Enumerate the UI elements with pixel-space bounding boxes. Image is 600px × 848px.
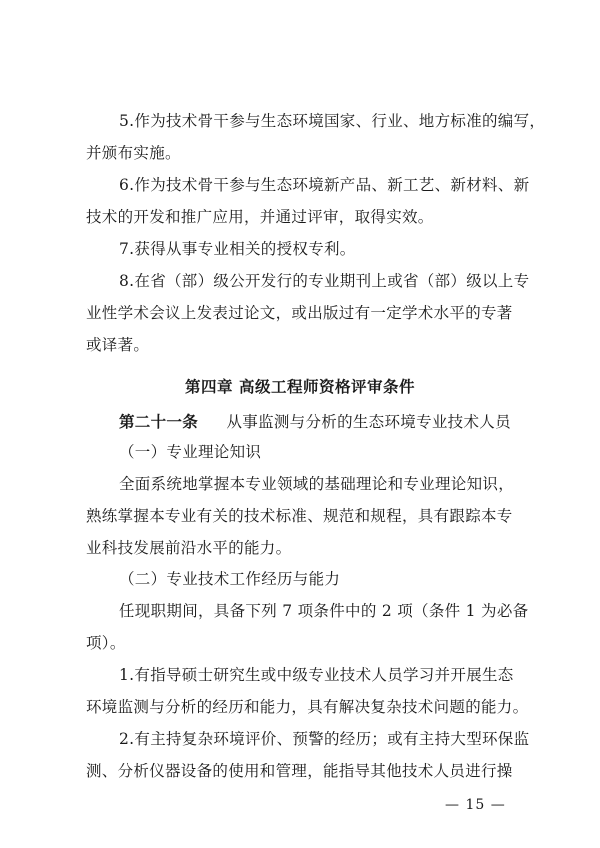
section-2-intro-line-1: 任现职期间，具备下列 7 项条件中的 2 项（条件 1 为必备 bbox=[119, 602, 529, 620]
section-2-heading: （二）专业技术工作经历与能力 bbox=[119, 570, 341, 588]
page-number: — 15 — bbox=[445, 797, 506, 813]
section-2-item-2-line-2: 测、分析仪器设备的使用和管理，能指导其他技术人员进行操 bbox=[86, 762, 513, 780]
section-1-heading: （一）专业理论知识 bbox=[119, 443, 262, 461]
chapter-title: 第四章 高级工程师资格评审条件 bbox=[185, 378, 415, 396]
section-1-line-1: 全面系统地掌握本专业领域的基础理论和专业理论知识， bbox=[119, 475, 515, 493]
paragraph-8-line-1: 8.在省（部）级公开发行的专业期刊上或省（部）级以上专 bbox=[119, 272, 530, 290]
paragraph-6-line-1: 6.作为技术骨干参与生态环境新产品、新工艺、新材料、新 bbox=[119, 176, 530, 194]
article-title: 从事监测与分析的生态环境专业技术人员 bbox=[226, 413, 511, 431]
paragraph-6-line-2: 技术的开发和推广应用，并通过评审，取得实效。 bbox=[86, 208, 434, 226]
paragraph-7-line-1: 7.获得从事专业相关的授权专利。 bbox=[119, 240, 356, 258]
section-2-item-1-line-2: 环境监测与分析的经历和能力，具有解决复杂技术问题的能力。 bbox=[86, 698, 529, 716]
paragraph-8-line-2: 业性学术会议上发表过论文，或出版过有一定学术水平的专著 bbox=[86, 304, 513, 322]
paragraph-8-line-3: 或译著。 bbox=[86, 336, 150, 354]
paragraph-5-line-1: 5.作为技术骨干参与生态环境国家、行业、地方标准的编写， bbox=[119, 112, 546, 130]
section-2-intro-line-2: 项）。 bbox=[86, 634, 126, 652]
paragraph-5-line-2: 并颁布实施。 bbox=[86, 144, 181, 162]
article-number: 第二十一条 bbox=[119, 413, 199, 431]
article-heading bbox=[119, 412, 522, 432]
section-1-line-3: 业科技发展前沿水平的能力。 bbox=[86, 539, 292, 557]
section-2-item-2-line-1: 2.有主持复杂环境评价、预警的经历；或有主持大型环保监 bbox=[119, 730, 530, 748]
section-2-item-1-line-1: 1.有指导硕士研究生或中级专业技术人员学习并开展生态 bbox=[119, 666, 514, 684]
section-1-line-2: 熟练掌握本专业有关的技术标准、规范和规程，具有跟踪本专 bbox=[86, 507, 513, 525]
